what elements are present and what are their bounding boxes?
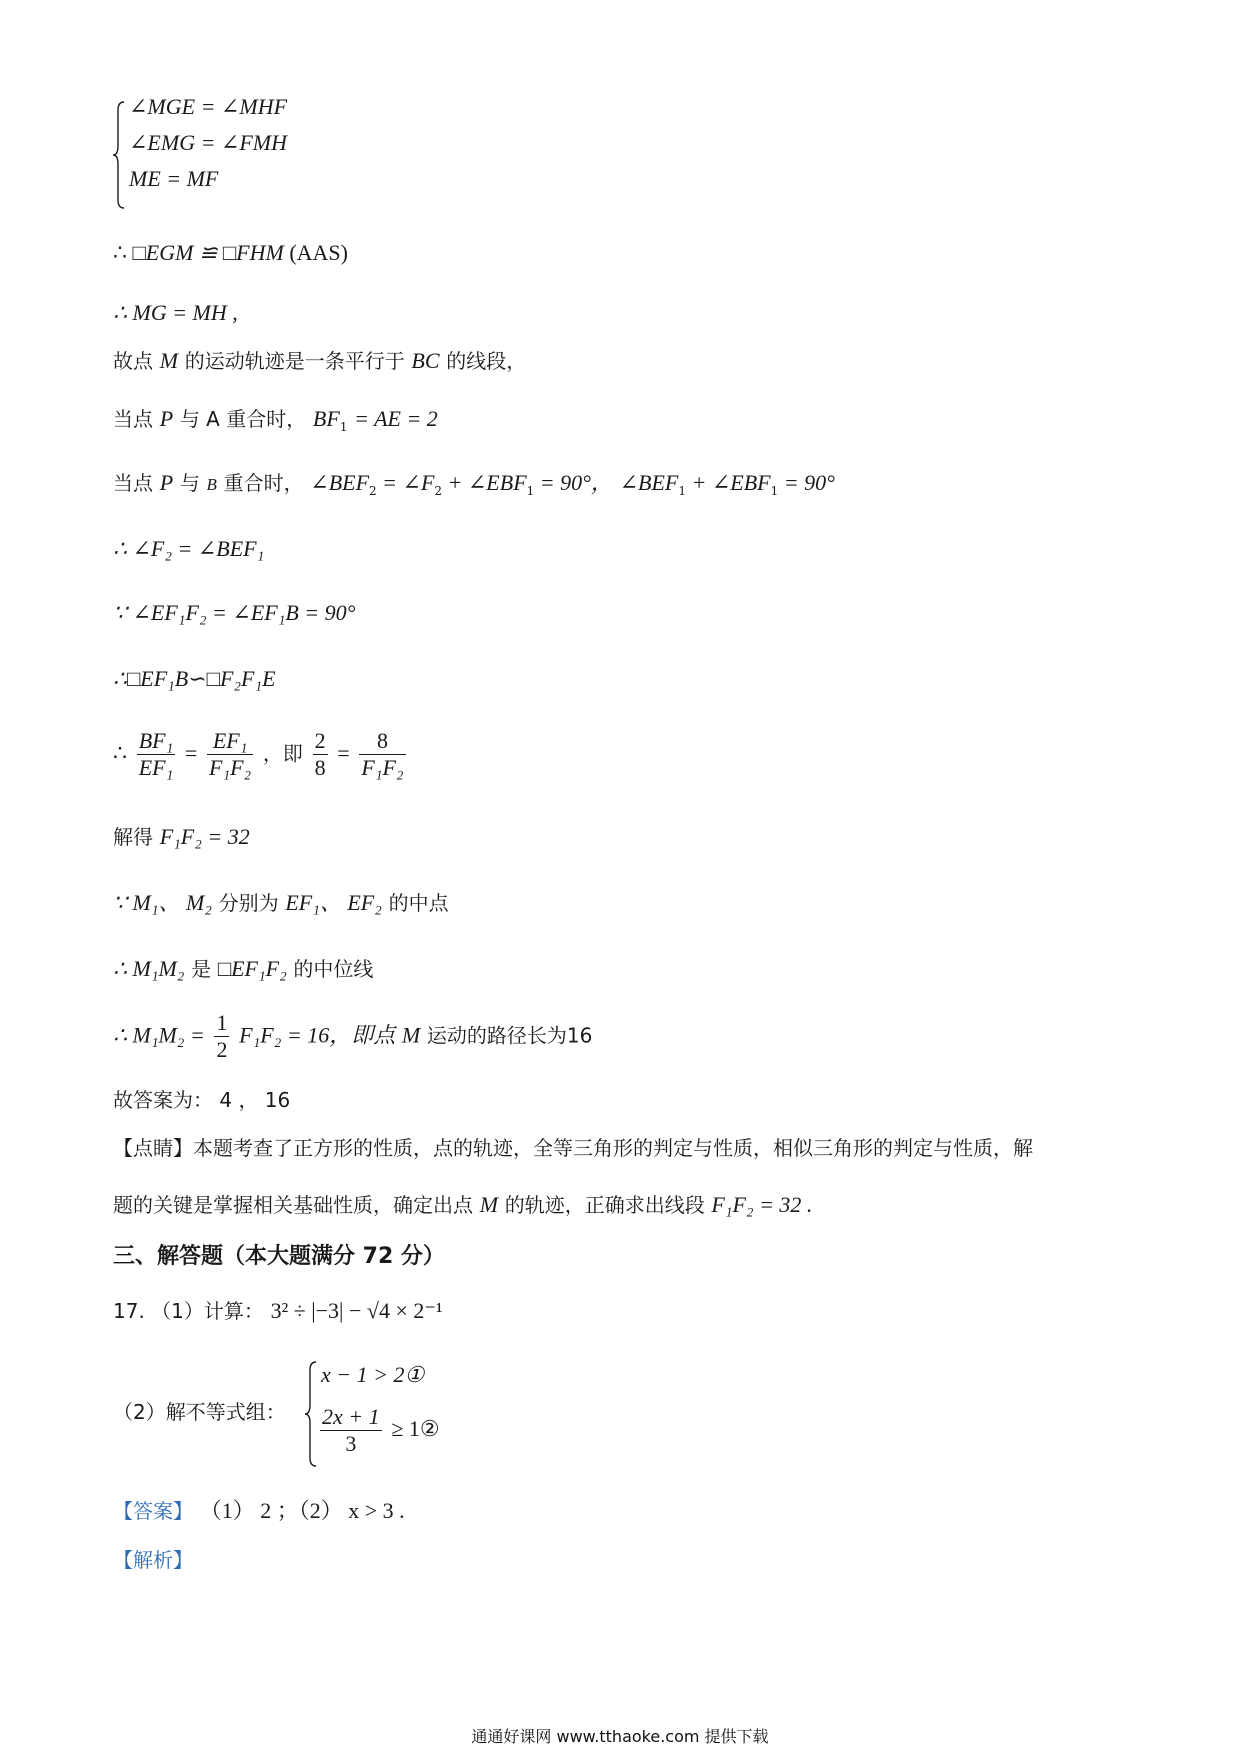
fraction-8-ff: $\frac{8}{\text{F₁F₂}}$ [361, 728, 404, 781]
right-angle-line: ∵ ∠EF₁F₂ = ∠EF₁B = 90° [113, 600, 356, 625]
inequality-system [305, 1360, 455, 1468]
mg-mh-line: ∴ MG = MH , [113, 300, 238, 325]
answer-line: 【答案】 （1） 2 ；（2） x > 3 . [113, 1498, 405, 1523]
system1-row1: ∠MGE = ∠MHF [129, 94, 288, 119]
p-at-a-line: 当点 P 与 A 重合时， $BF_1$ = AE = 2 [113, 406, 438, 434]
question-17-part-1: 17. （1）计算： 3² ÷ |−3| − √4 × 2⁻¹ [113, 1298, 443, 1323]
inequality-row-1: x − 1 > 2① [321, 1362, 425, 1387]
ratio-line: ∴ $\frac{\text{BF₁}}{\text{EF₁}}$ = $\frac{\text{EF₁}}{\text{F₁F₂}}$ ，即 $\frac{2}{8}$ = $\frac{8}{\text{F₁F₂}}$ [113, 728, 404, 781]
question-17-part-2-label: （2）解不等式组： [113, 1400, 286, 1424]
path-length-line: ∴ M₁M₂ = $\frac{1}{2}$ F₁F₂ = 16，即点 M 运动的路径长为16 [113, 1010, 593, 1063]
section-heading: 三、解答题（本大题满分 72 分） [113, 1244, 445, 1269]
answer-label: 【答案】 [113, 1499, 193, 1523]
comment-line-1: 【点睛】本题考查了正方形的性质，点的轨迹，全等三角形的判定与性质，相似三角形的判定与性质，解 [113, 1136, 1033, 1160]
comment-line-2: 题的关键是掌握相关基础性质，确定出点 M 的轨迹，正确求出线段 F₁F₂ = 32 . [113, 1192, 813, 1217]
fraction-2-8: $\frac{2}{8}$ [314, 728, 326, 781]
congruence-line [113, 240, 348, 266]
inequality-row-2: $\frac{2x + 1}{3}$ ≥ 1② [322, 1404, 440, 1456]
midpoint-line: ∵ M₁、 M₂ 分别为 EF₁、 EF₂ 的中点 [113, 890, 449, 915]
system1-row3: ME = MF [129, 166, 219, 191]
page-footer: 通通好课网 www.tthaoke.com 提供下载 [471, 1727, 769, 1746]
system1-row2: ∠EMG = ∠FMH [129, 130, 288, 155]
congruence-statement: □EGM ≌ □FHM [132, 240, 284, 265]
left-brace-icon [113, 100, 125, 210]
angle-equal-line: ∴ ∠F₂ = ∠BEF₁ [113, 536, 265, 561]
solve-line: 解得 F₁F₂ = 32 [113, 824, 250, 849]
trajectory-line: 故点 M 的运动轨迹是一条平行于 BC 的线段， [113, 348, 527, 373]
left-brace-icon [305, 1360, 317, 1468]
answer-summary-line: 故答案为： 4 ， 16 [113, 1088, 291, 1112]
p-at-b-line: 当点 P 与 B 重合时， $\angle BEF_2$ = $\angle F_2$ + $\angle EBF_1 = 90^\circ$， $\angle BEF_1$ + $\angle EBF_1 = 90^\circ$ [113, 470, 835, 498]
analysis-label: 【解析】 [113, 1548, 193, 1572]
congruence-reason: (AAS) [289, 240, 348, 265]
fraction-bf-ef: $\frac{\text{BF₁}}{\text{EF₁}}$ [138, 728, 174, 781]
fraction-ef-ff: $\frac{\text{EF₁}}{\text{F₁F₂}}$ [209, 728, 252, 781]
therefore-symbol: ∴ [113, 240, 127, 265]
similarity-line: ∴□EF₁B∽□F₂F₁E [113, 666, 276, 691]
fraction-half: $\frac{1}{2}$ [216, 1010, 228, 1063]
midline-line: ∴ M₁M₂ 是 □EF₁F₂ 的中位线 [113, 956, 374, 981]
